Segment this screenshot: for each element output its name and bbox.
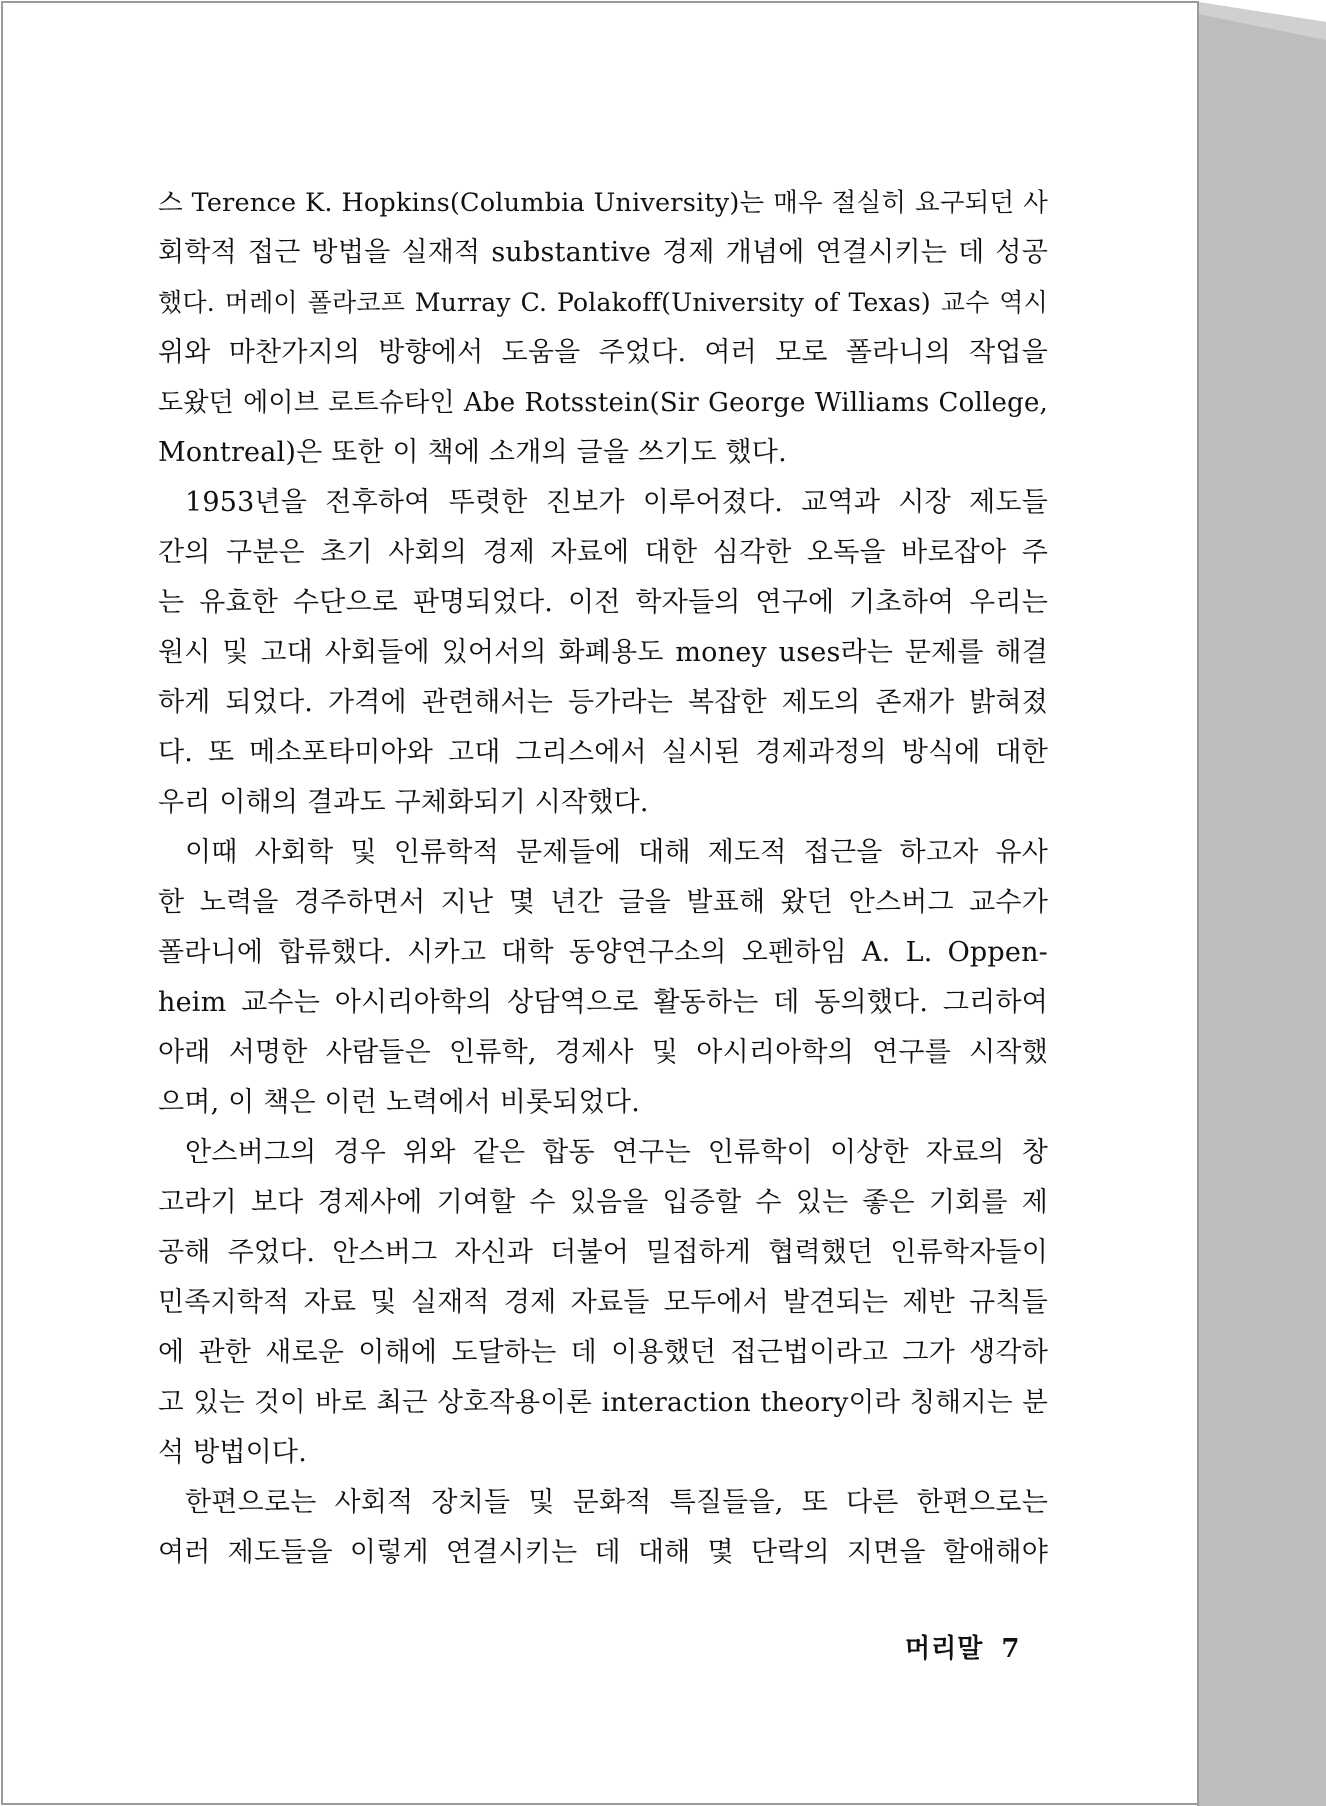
paragraph-2 — [158, 478, 1048, 828]
text-line: 여러 제도들을 이렇게 연결시키는 데 대해 몇 단락의 지면을 할애해야 — [158, 1537, 1048, 1568]
text-line: 공해 주었다. 안스버그 자신과 더불어 밀접하게 협력했던 인류학자들이 — [158, 1237, 1048, 1268]
text-line: 폴라니에 합류했다. 시카고 대학 동양연구소의 오펜하임 A. L. Oppen- — [158, 937, 1048, 968]
paragraph-4 — [158, 1128, 1048, 1478]
text-line: 에 관한 새로운 이해에 도달하는 데 이용했던 접근법이라고 그가 생각하 — [158, 1337, 1048, 1368]
paragraph-5 — [158, 1478, 1048, 1578]
running-header-section: 머리말 — [905, 1634, 984, 1664]
text-line: 스 Terence K. Hopkins(Columbia University)는 매우 절실히 요구되던 사 — [158, 188, 1048, 218]
text-line: 안스버그의 경우 위와 같은 합동 연구는 인류학이 이상한 자료의 창 — [185, 1137, 1048, 1168]
text-line: 민족지학적 자료 및 실재적 경제 자료들 모두에서 발견되는 제반 규칙들 — [158, 1287, 1048, 1318]
paragraph-1 — [158, 178, 1048, 478]
text-line: 다. 또 메소포타미아와 고대 그리스에서 실시된 경제과정의 방식에 대한 — [158, 737, 1048, 768]
text-line: 했다. 머레이 폴라코프 Murray C. Polakoff(University of Texas) 교수 역시 — [158, 288, 1048, 317]
text-line: 하게 되었다. 가격에 관련해서는 등가라는 복잡한 제도의 존재가 밝혀졌 — [158, 687, 1048, 718]
text-line: 석 방법이다. — [158, 1437, 307, 1468]
text-line: 1953년을 전후하여 뚜렷한 진보가 이루어졌다. 교역과 시장 제도들 — [185, 487, 1048, 518]
text-line: 한편으로는 사회적 장치들 및 문화적 특질들을, 또 다른 한편으로는 — [185, 1487, 1048, 1518]
text-line: 으며, 이 책은 이런 노력에서 비롯되었다. — [158, 1087, 640, 1118]
text-line: 는 유효한 수단으로 판명되었다. 이전 학자들의 연구에 기초하여 우리는 — [158, 587, 1048, 618]
text-line: 한 노력을 경주하면서 지난 몇 년간 글을 발표해 왔던 안스버그 교수가 — [158, 887, 1048, 918]
page-number: 7 — [1001, 1634, 1021, 1664]
text-line: 이때 사회학 및 인류학적 문제들에 대해 제도적 접근을 하고자 유사 — [185, 837, 1048, 868]
page-footer — [905, 1628, 1020, 1665]
body-text — [158, 178, 1048, 1578]
text-line: 위와 마찬가지의 방향에서 도움을 주었다. 여러 모로 폴라니의 작업을 — [158, 337, 1048, 368]
paragraph-3 — [158, 828, 1048, 1128]
text-line: 원시 및 고대 사회들에 있어서의 화폐용도 money uses라는 문제를 해결 — [158, 637, 1048, 668]
text-line: Montreal)은 또한 이 책에 소개의 글을 쓰기도 했다. — [158, 437, 787, 468]
text-line: heim 교수는 아시리아학의 상담역으로 활동하는 데 동의했다. 그리하여 — [158, 987, 1048, 1018]
text-line: 고라기 보다 경제사에 기여할 수 있음을 입증할 수 있는 좋은 기회를 제 — [158, 1187, 1048, 1218]
text-line: 고 있는 것이 바로 최근 상호작용이론 interaction theory이라 칭해지는 분 — [158, 1387, 1048, 1418]
text-line: 도왔던 에이브 로트슈타인 Abe Rotsstein(Sir George Williams College, — [158, 388, 1048, 418]
text-line: 간의 구분은 초기 사회의 경제 자료에 대한 심각한 오독을 바로잡아 주 — [158, 537, 1048, 568]
text-line: 아래 서명한 사람들은 인류학, 경제사 및 아시리아학의 연구를 시작했 — [158, 1037, 1048, 1068]
text-line: 우리 이해의 결과도 구체화되기 시작했다. — [158, 787, 649, 818]
text-line: 회학적 접근 방법을 실재적 substantive 경제 개념에 연결시키는 데 성공 — [158, 237, 1048, 268]
